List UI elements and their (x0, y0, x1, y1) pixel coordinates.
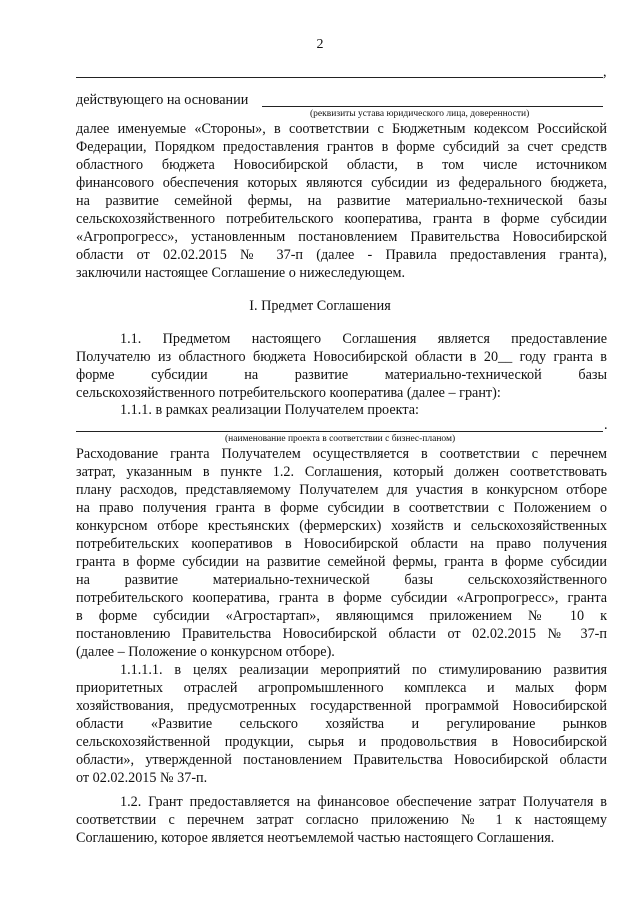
p11-line: сельскохозяйственного потребительского кооператива (далее – грант): (76, 385, 501, 401)
p111-label: 1.1.1. в рамках реализации Получателем проекта: (120, 402, 419, 418)
spend-line: плану расходов, представляемому Получателем для участия в конкурсном отборе (76, 482, 607, 498)
spend-line: на развитие материально-технической базы сельскохозяйственного (76, 572, 607, 588)
p12-line: соответствии с перечнем затрат согласно приложению № 1 к настоящему (76, 812, 607, 828)
intro-line: на развитие семейной фермы, на развитие материально-технической базы (76, 193, 607, 209)
project-caption: (наименование проекта в соответствии с бизнес-планом) (225, 434, 456, 444)
spend-line: (далее – Положение о конкурсном отборе). (76, 644, 335, 660)
p1111-line: приоритетных отраслей агропромышленного комплекса и малых форм (76, 680, 607, 696)
p1111-line: области «Развитие сельского хозяйства и регулирование рынков (76, 716, 607, 732)
spend-line: в форме субсидии «Агростартап», являющимся приложением № 10 к (76, 608, 607, 624)
blank-line-top (76, 77, 603, 78)
section-heading: I. Предмет Соглашения (249, 298, 391, 314)
spend-line: на право получения гранта в форме субсидии в соответствии с Положением о (76, 500, 607, 516)
intro-line: Федерации, Порядком предоставления грантов в форме субсидий за счет средств (76, 139, 607, 155)
p12-line: 1.2. Грант предоставляется на финансовое обеспечение затрат Получателя в (120, 794, 607, 810)
basis-label: действующего на основании (76, 92, 249, 108)
spend-line: гранта в форме субсидии на развитие семейной фермы, гранта в форме субсидии (76, 554, 607, 570)
p1111-line: сельскохозяйственной продукции, сырья и продовольствия в Новосибирской (76, 734, 607, 750)
page-number: 2 (316, 37, 324, 52)
intro-line: области от 02.02.2015 № 37-п (далее - Правила предоставления гранта), (76, 247, 607, 263)
intro-line: далее именуемые «Стороны», в соответствии с Бюджетным кодексом Российской (76, 121, 607, 137)
p1111-line: области», утвержденной постановлением Правительства Новосибирской области (76, 752, 607, 768)
p1111-line: от 02.02.2015 № 37-п. (76, 770, 208, 786)
spend-line: конкурсном отборе крестьянских (фермерских) хозяйств и сельскохозяйственных (76, 518, 607, 534)
spend-line: постановлению Правительства Новосибирской области от 02.02.2015 № 37-п (76, 626, 607, 642)
p12-line: Соглашению, которое является неотъемлемой частью настоящего Соглашения. (76, 830, 555, 846)
intro-line: финансового обеспечения которых являются субсидии из федерального бюджета, (76, 175, 607, 191)
p11-line: Получателю из областного бюджета Новосибирской области в 20__ году гранта в (76, 349, 607, 365)
spend-line: Расходование гранта Получателем осуществляется в соответствии с перечнем (76, 446, 607, 462)
spend-line: потребительских кооперативов в Новосибирской области на право получения (76, 536, 607, 552)
blank-line-comma: , (603, 64, 607, 80)
intro-line: «Агропрогресс», установленным постановлением Правительства Новосибирской (76, 229, 607, 245)
basis-caption: (реквизиты устава юридического лица, доверенности) (310, 109, 530, 119)
spend-line: потребительского кооператива, гранта в форме субсидии «Агропрогресс», гранта (76, 590, 607, 606)
project-blank-line (76, 431, 603, 432)
project-line-end: . (604, 417, 608, 433)
basis-blank-line (262, 106, 603, 107)
p11-line: форме субсидии на развитие материально-технической базы (76, 367, 607, 383)
p11-line: 1.1. Предметом настоящего Соглашения является предоставление (120, 331, 607, 347)
intro-line: областного бюджета Новосибирской области, в том числе источником (76, 157, 607, 173)
spend-line: затрат, указанным в пункте 1.2. Соглашения, который должен соответствовать (76, 464, 607, 480)
p1111-line: хозяйствования, предусмотренных государственной программой Новосибирской (76, 698, 607, 714)
intro-line: заключили настоящее Соглашение о нижеследующем. (76, 265, 406, 281)
p1111-line: 1.1.1.1. в целях реализации мероприятий по стимулированию развития (120, 662, 607, 678)
intro-line: сельскохозяйственного потребительского кооператива, гранта в форме субсидии (76, 211, 607, 227)
